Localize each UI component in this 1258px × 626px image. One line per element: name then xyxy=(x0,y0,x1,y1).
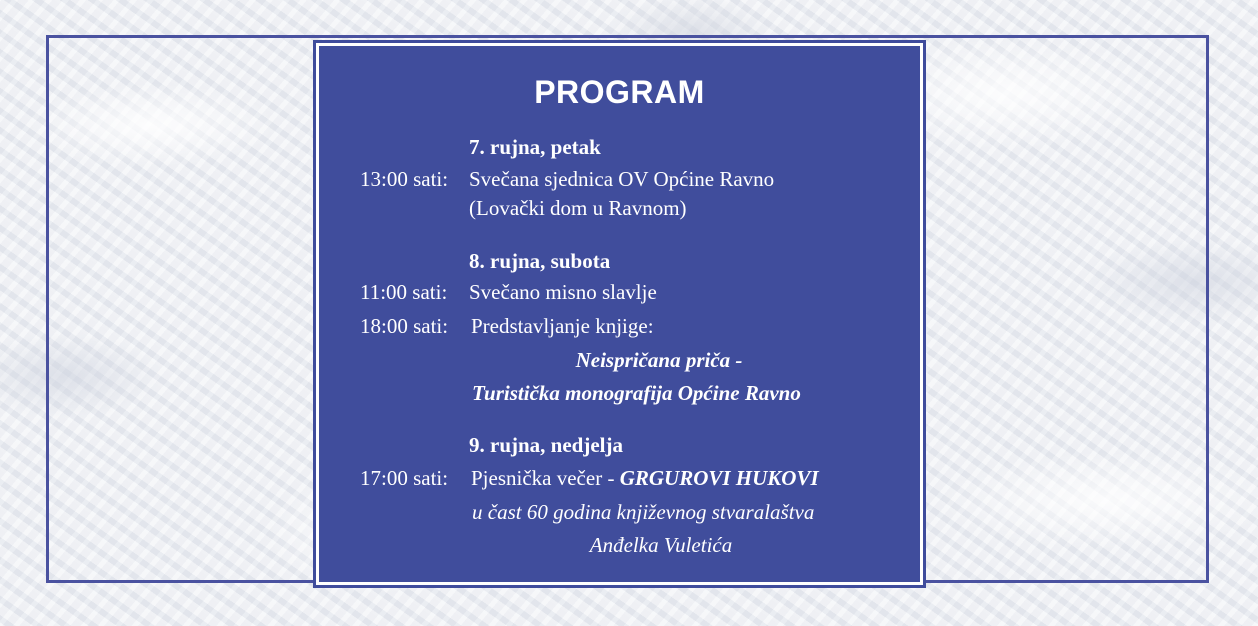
event-title xyxy=(471,466,819,490)
day-heading: 8. rujna, subota xyxy=(469,249,611,273)
book-subtitle: Turistička monografija Općine Ravno xyxy=(472,381,801,405)
author-name: Anđelka Vuletića xyxy=(589,533,733,557)
event-description: u čast 60 godina književnog stvaralaštva xyxy=(472,500,815,524)
event-title: Predstavljanje knjige: xyxy=(471,314,654,338)
event-title-prefix: Pjesnička večer - xyxy=(471,466,620,490)
event-location: (Lovački dom u Ravnom) xyxy=(469,196,687,220)
event-title-emphasis: GRGUROVI HUKOVI xyxy=(619,466,819,490)
event-time: 17:00 sati: xyxy=(360,466,449,490)
event-time: 11:00 sati: xyxy=(360,280,448,304)
event-time: 18:00 sati: xyxy=(360,314,449,338)
day-heading: 9. rujna, nedjelja xyxy=(469,433,623,457)
day-heading: 7. rujna, petak xyxy=(469,135,601,159)
program-panel xyxy=(319,46,920,582)
event-time: 13:00 sati: xyxy=(360,167,449,191)
event-title: Svečana sjednica OV Općine Ravno xyxy=(469,167,775,191)
event-title: Svečano misno slavlje xyxy=(469,280,657,304)
book-title: Neispričana priča - xyxy=(575,348,743,372)
program-title: PROGRAM xyxy=(534,74,705,110)
